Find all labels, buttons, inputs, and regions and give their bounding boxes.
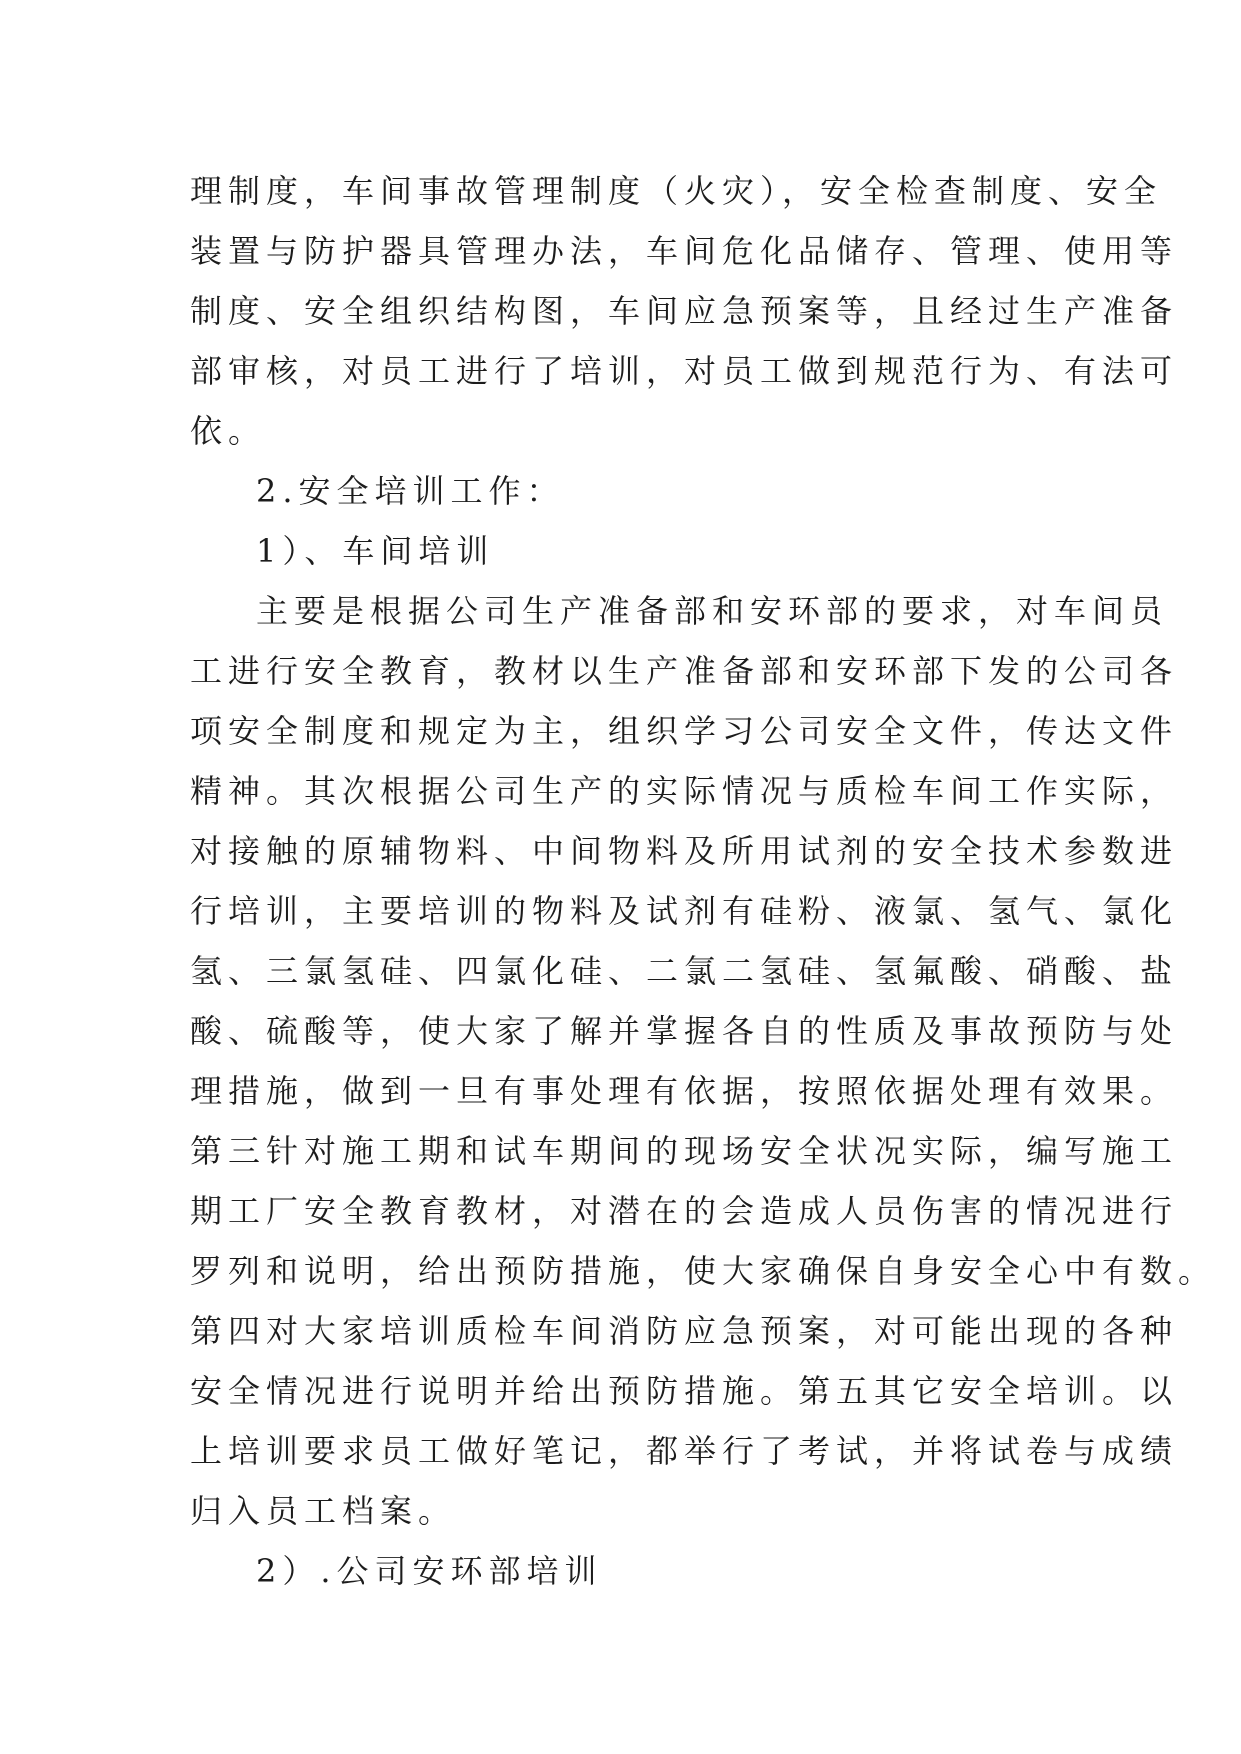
text-line: 工进行安全教育，教材以生产准备部和安环部下发的公司各 — [190, 652, 1179, 690]
text-line: 罗列和说明，给出预防措施，使大家确保自身安全心中有数。 — [190, 1252, 1217, 1290]
subsection-heading: 2）.公司安环部培训 — [256, 1552, 603, 1590]
section-heading: 2.安全培训工作： — [256, 472, 565, 510]
text-line: 依。 — [190, 412, 267, 450]
text-line: 第四对大家培训质检车间消防应急预案，对可能出现的各种 — [190, 1312, 1179, 1350]
text-line: 理措施，做到一旦有事处理有依据，按照依据处理有效果。 — [190, 1072, 1179, 1110]
text-line: 上培训要求员工做好笔记，都举行了考试，并将试卷与成绩 — [190, 1432, 1179, 1470]
text-line: 理制度，车间事故管理制度（火灾），安全检查制度、安全 — [190, 172, 1163, 210]
text-line: 安全情况进行说明并给出预防措施。第五其它安全培训。以 — [190, 1372, 1179, 1410]
text-line: 精神。其次根据公司生产的实际情况与质检车间工作实际， — [190, 772, 1179, 810]
text-line: 制度、安全组织结构图，车间应急预案等，且经过生产准备 — [190, 292, 1179, 330]
text-line: 项安全制度和规定为主，组织学习公司安全文件，传达文件 — [190, 712, 1179, 750]
text-line: 氢、三氯氢硅、四氯化硅、二氯二氢硅、氢氟酸、硝酸、盐 — [190, 952, 1179, 990]
subsection-heading: 1）、车间培训 — [256, 532, 495, 570]
text-line: 行培训，主要培训的物料及试剂有硅粉、液氯、氢气、氯化 — [190, 892, 1179, 930]
text-line: 酸、硫酸等，使大家了解并掌握各自的性质及事故预防与处 — [190, 1012, 1179, 1050]
text-line: 第三针对施工期和试车期间的现场安全状况实际，编写施工 — [190, 1132, 1179, 1170]
text-line: 部审核，对员工进行了培训，对员工做到规范行为、有法可 — [190, 352, 1179, 390]
text-line: 归入员工档案。 — [190, 1492, 457, 1530]
text-line: 期工厂安全教育教材，对潜在的会造成人员伤害的情况进行 — [190, 1192, 1179, 1230]
text-line: 装置与防护器具管理办法，车间危化品储存、管理、使用等 — [190, 232, 1179, 270]
text-line: 对接触的原辅物料、中间物料及所用试剂的安全技术参数进 — [190, 832, 1179, 870]
text-line: 主要是根据公司生产准备部和安环部的要求，对车间员 — [256, 592, 1169, 630]
